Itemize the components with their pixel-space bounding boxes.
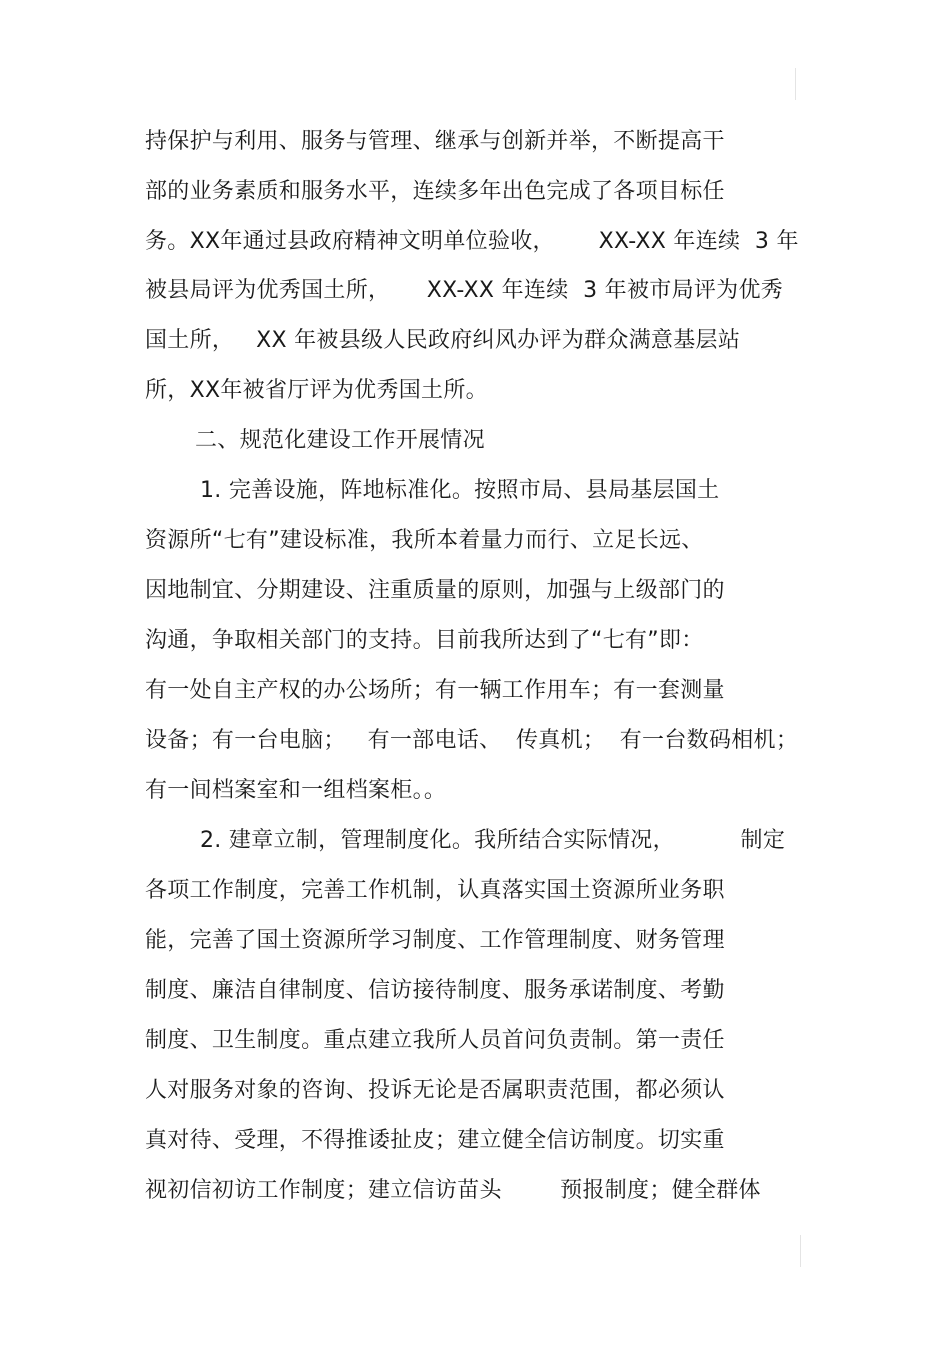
paragraph-start: 2. 建章立制，管理制度化。我所结合实际情况， 制定 xyxy=(200,828,786,853)
page-corner-mark-bottom xyxy=(800,1235,801,1267)
text-line: 所，XX年被省厅评为优秀国土所。 xyxy=(145,378,488,403)
paragraph-start: 1. 完善设施，阵地标准化。按照市局、县局基层国土 xyxy=(200,478,720,503)
text-line: 国土所， XX 年被县级人民政府纠风办评为群众满意基层站 xyxy=(145,328,741,353)
text-line: 设备；有一台电脑； 有一部电话、 传真机； 有一台数码相机； xyxy=(145,728,799,753)
text-line: 各项工作制度，完善工作机制，认真落实国土资源所业务职 xyxy=(145,878,725,903)
page-corner-mark-top xyxy=(795,68,796,100)
text-line: 制度、卫生制度。重点建立我所人员首问负责制。第一责任 xyxy=(145,1028,725,1053)
text-line: 持保护与利用、服务与管理、继承与创新并举，不断提高干 xyxy=(145,129,725,154)
text-line: 因地制宜、分期建设、注重质量的原则，加强与上级部门的 xyxy=(145,578,725,603)
text-line: 部的业务素质和服务水平，连续多年出色完成了各项目标任 xyxy=(145,179,725,204)
text-line: 沟通，争取相关部门的支持。目前我所达到了“七有”即： xyxy=(145,628,704,653)
text-line: 被县局评为优秀国土所， XX-XX 年连续 3 年被市局评为优秀 xyxy=(145,278,784,303)
text-line: 务。XX年通过县政府精神文明单位验收， XX-XX 年连续 3 年 xyxy=(145,229,799,254)
text-line: 人对服务对象的咨询、投诉无论是否属职责范围，都必须认 xyxy=(145,1078,725,1103)
text-line: 资源所“七有”建设标准，我所本着量力而行、立足长远、 xyxy=(145,528,704,553)
text-line: 有一处自主产权的办公场所；有一辆工作用车；有一套测量 xyxy=(145,678,725,703)
text-line: 能，完善了国土资源所学习制度、工作管理制度、财务管理 xyxy=(145,928,725,953)
section-heading: 二、规范化建设工作开展情况 xyxy=(195,428,485,453)
text-line: 真对待、受理，不得推诿扯皮；建立健全信访制度。切实重 xyxy=(145,1128,725,1153)
text-line: 有一间档案室和一组档案柜。。 xyxy=(145,778,447,803)
text-line: 视初信初访工作制度；建立信访苗头 预报制度；健全群体 xyxy=(145,1178,761,1203)
text-line: 制度、廉洁自律制度、信访接待制度、服务承诺制度、考勤 xyxy=(145,978,725,1003)
